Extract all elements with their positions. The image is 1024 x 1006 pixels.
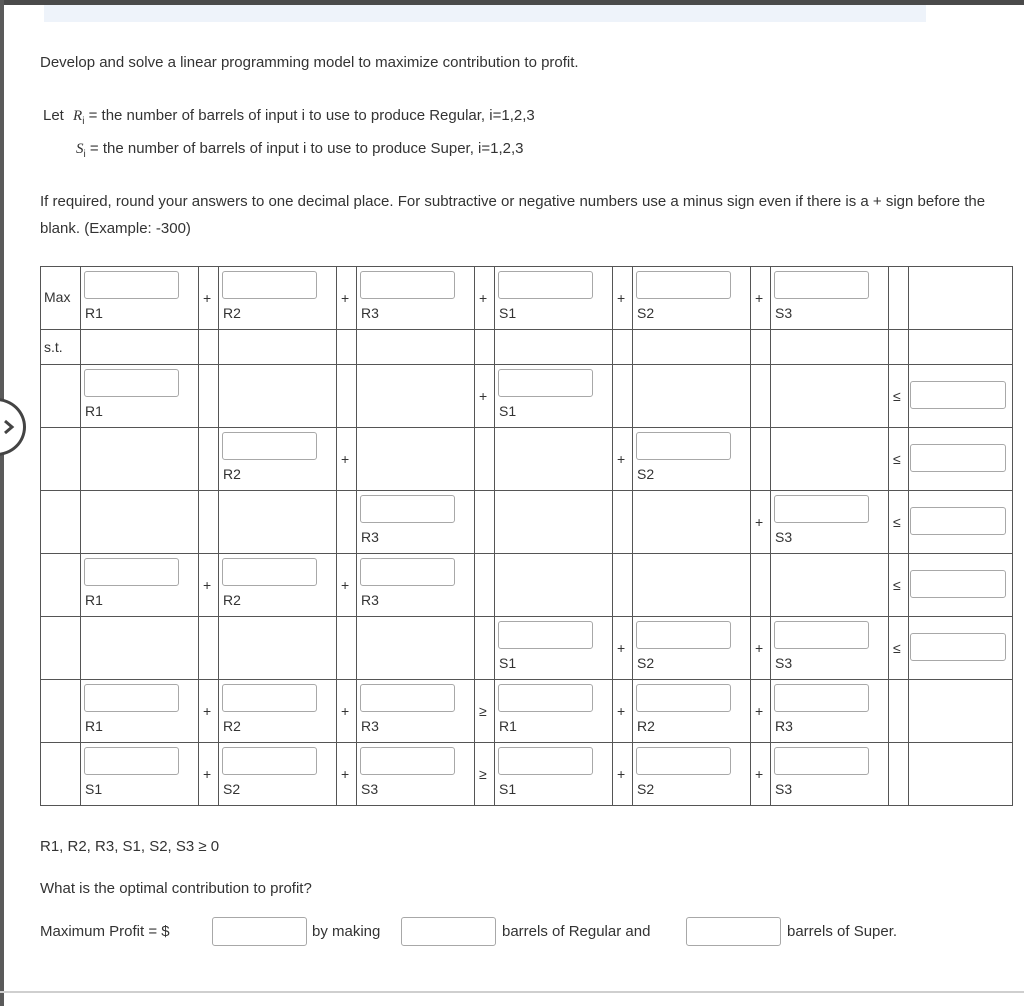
plus-sign: +: [617, 766, 626, 782]
le-sign: ≤: [893, 640, 901, 656]
constraint-row-2: [41, 428, 1013, 491]
lp-model-table: [40, 266, 1013, 806]
var-label: S2: [223, 781, 241, 797]
var-label: R3: [361, 529, 379, 545]
constraint-row-4: [41, 554, 1013, 617]
c7-rhs-coef-s3[interactable]: [774, 747, 869, 775]
plus-sign: +: [341, 577, 350, 593]
c4-coef-r2[interactable]: [222, 558, 317, 586]
header-strip: [44, 5, 926, 22]
var-label: R3: [361, 592, 379, 608]
expand-panel-button[interactable]: [0, 398, 26, 456]
plus-sign: +: [617, 703, 626, 719]
c7-coef-s1[interactable]: [84, 747, 179, 775]
c2-coef-s2[interactable]: [636, 432, 731, 460]
definition-r-text: = the number of barrels of input i to use to produce Regular, i=1,2,3: [84, 107, 535, 124]
var-label: R1: [85, 718, 103, 734]
max-label: Max: [44, 289, 71, 305]
var-label: S2: [637, 305, 655, 321]
plus-sign: +: [755, 514, 764, 530]
var-label: R1: [499, 718, 517, 734]
var-label: R3: [361, 718, 379, 734]
regular-barrels-input[interactable]: [401, 917, 496, 946]
c1-rhs[interactable]: [910, 381, 1006, 409]
obj-coef-s2[interactable]: [636, 271, 731, 299]
var-label: S3: [775, 781, 793, 797]
plus-sign: +: [203, 766, 212, 782]
var-label: R3: [775, 718, 793, 734]
var-label: S1: [499, 305, 517, 321]
constraint-row-3: [41, 491, 1013, 554]
c6-rhs-coef-r1[interactable]: [498, 684, 593, 712]
c3-coef-s3[interactable]: [774, 495, 869, 523]
var-label: R2: [223, 466, 241, 482]
c3-rhs[interactable]: [910, 507, 1006, 535]
regular-and-label: barrels of Regular and: [502, 923, 651, 940]
c3-coef-r3[interactable]: [360, 495, 455, 523]
le-sign: ≤: [893, 514, 901, 530]
plus-sign: +: [341, 703, 350, 719]
c6-rhs-coef-r3[interactable]: [774, 684, 869, 712]
c2-coef-r2[interactable]: [222, 432, 317, 460]
var-label: R2: [223, 305, 241, 321]
objective-row: [41, 267, 1013, 330]
le-sign: ≤: [893, 388, 901, 404]
var-label: S3: [361, 781, 379, 797]
var-label: S3: [775, 305, 793, 321]
max-profit-label: Maximum Profit = $: [40, 923, 170, 940]
le-sign: ≤: [893, 577, 901, 593]
constraint-row-5: [41, 617, 1013, 680]
plus-sign: +: [341, 451, 350, 467]
c7-rhs-coef-s2[interactable]: [636, 747, 731, 775]
c6-coef-r1[interactable]: [84, 684, 179, 712]
obj-coef-r1[interactable]: [84, 271, 179, 299]
plus-sign: +: [755, 766, 764, 782]
plus-sign: +: [617, 640, 626, 656]
c7-rhs-coef-s1[interactable]: [498, 747, 593, 775]
var-label: S3: [775, 529, 793, 545]
le-sign: ≤: [893, 451, 901, 467]
c6-coef-r2[interactable]: [222, 684, 317, 712]
var-label: R1: [85, 305, 103, 321]
plus-sign: +: [755, 640, 764, 656]
plus-sign: +: [617, 451, 626, 467]
plus-sign: +: [203, 290, 212, 306]
var-label: R1: [85, 403, 103, 419]
st-label: s.t.: [44, 339, 63, 355]
var-label: S1: [85, 781, 103, 797]
c6-coef-r3[interactable]: [360, 684, 455, 712]
plus-sign: +: [341, 766, 350, 782]
obj-coef-s1[interactable]: [498, 271, 593, 299]
c4-coef-r1[interactable]: [84, 558, 179, 586]
c5-coef-s3[interactable]: [774, 621, 869, 649]
window-left-border: [0, 0, 4, 1006]
by-making-label: by making: [312, 923, 381, 940]
question-prompt: What is the optimal contribution to profit?: [40, 880, 312, 897]
bottom-divider: [0, 991, 1024, 993]
instructions: If required, round your answers to one decimal place. For subtractive or negative numbers use a minus sign even if there is a + sign before the blank. (Example: -300): [40, 193, 986, 237]
var-label: S1: [499, 655, 517, 671]
plus-sign: +: [755, 703, 764, 719]
ge-sign: ≥: [479, 766, 487, 782]
c1-coef-s1[interactable]: [498, 369, 593, 397]
s-symbol: $S_i$: [76, 141, 86, 160]
var-label: R3: [361, 305, 379, 321]
constraint-row-6: [41, 680, 1013, 743]
c5-coef-s1[interactable]: [498, 621, 593, 649]
max-profit-input[interactable]: [212, 917, 307, 946]
var-label: R2: [223, 592, 241, 608]
r-symbol: $R_i$: [73, 108, 85, 127]
definition-r: [43, 107, 535, 131]
c6-rhs-coef-r2[interactable]: [636, 684, 731, 712]
super-label: barrels of Super.: [787, 923, 898, 940]
var-label: S2: [637, 655, 655, 671]
c4-coef-r3[interactable]: [360, 558, 455, 586]
obj-coef-s3[interactable]: [774, 271, 869, 299]
definition-s: [76, 140, 524, 164]
plus-sign: +: [479, 388, 488, 404]
problem-title: Develop and solve a linear programming model to maximize contribution to profit.: [40, 54, 579, 71]
constraint-row-7: [41, 743, 1013, 806]
var-label: R1: [85, 592, 103, 608]
var-label: S1: [499, 403, 517, 419]
plus-sign: +: [203, 703, 212, 719]
c1-coef-r1[interactable]: [84, 369, 179, 397]
let-label: Let: [43, 107, 64, 124]
var-label: R2: [637, 718, 655, 734]
super-barrels-input[interactable]: [686, 917, 781, 946]
plus-sign: +: [203, 577, 212, 593]
var-label: S2: [637, 466, 655, 482]
c5-rhs[interactable]: [910, 633, 1006, 661]
var-label: S1: [499, 781, 517, 797]
c7-coef-s3[interactable]: [360, 747, 455, 775]
chevron-right-icon: [3, 419, 15, 435]
var-label: S3: [775, 655, 793, 671]
plus-sign: +: [617, 290, 626, 306]
st-row: [41, 330, 1013, 365]
definition-s-text: = the number of barrels of input i to use to produce Super, i=1,2,3: [85, 140, 524, 157]
ge-sign: ≥: [479, 703, 487, 719]
obj-coef-r3[interactable]: [360, 271, 455, 299]
plus-sign: +: [755, 290, 764, 306]
c4-rhs[interactable]: [910, 570, 1006, 598]
plus-sign: +: [479, 290, 488, 306]
c5-coef-s2[interactable]: [636, 621, 731, 649]
c7-coef-s2[interactable]: [222, 747, 317, 775]
plus-sign: +: [341, 290, 350, 306]
var-label: S2: [637, 781, 655, 797]
constraint-row-1: [41, 365, 1013, 428]
c2-rhs[interactable]: [910, 444, 1006, 472]
var-label: R2: [223, 718, 241, 734]
obj-coef-r2[interactable]: [222, 271, 317, 299]
nonnegativity: R1, R2, R3, S1, S2, S3 ≥ 0: [40, 838, 220, 855]
